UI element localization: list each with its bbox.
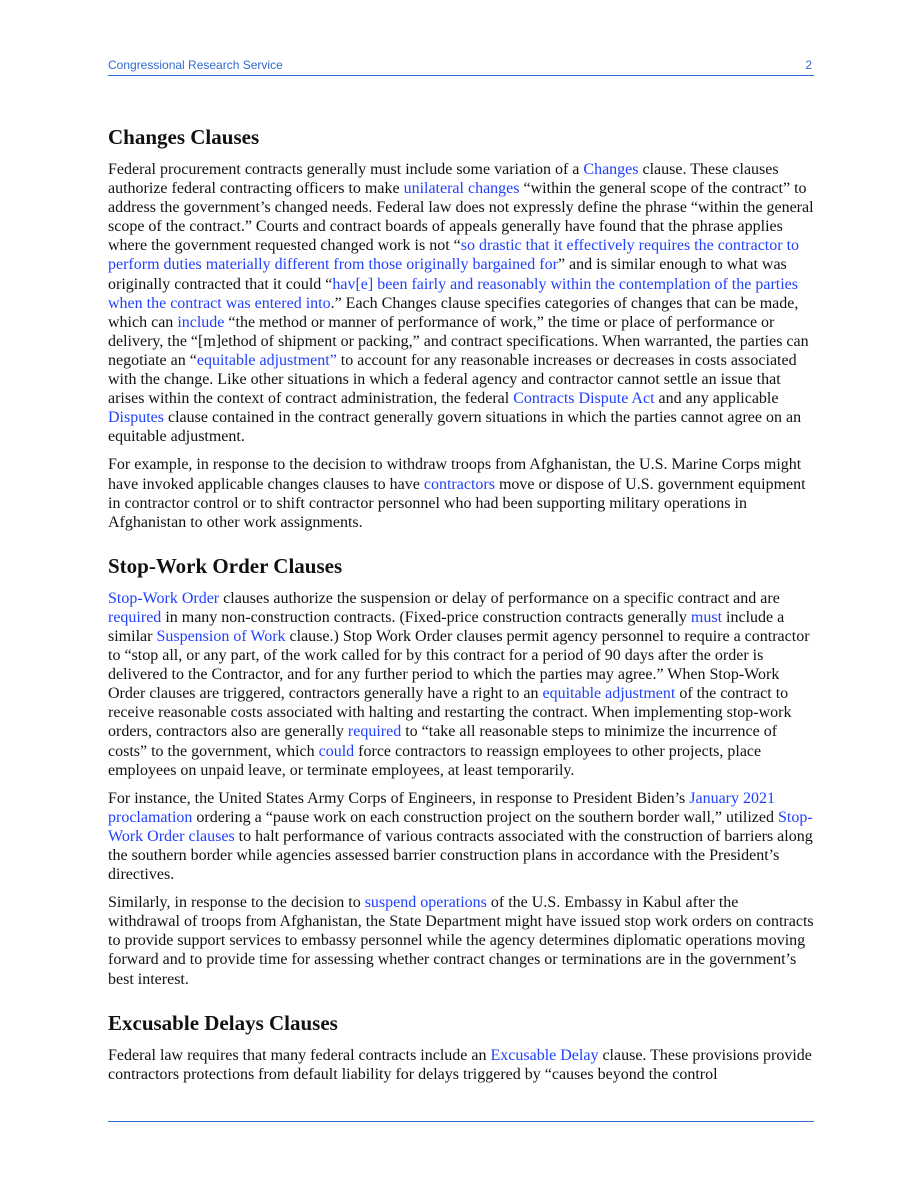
- text: of the U.S. Embassy in Kabul after the withdrawal of troops from Afghanistan, the State Department might have issued stop work orders on contracts to provide support services to embassy personnel while the agency determines diplomatic operations moving forward and to provide time for assessing whether contract changes or terminations are in the government’s best interest.: [108, 894, 814, 988]
- link-stop-work-order-clauses[interactable]: Stop-Work Order clauses: [108, 808, 813, 845]
- text: clause. These clauses authorize federal contracting officers to make: [108, 161, 779, 198]
- paragraph-excusable-delays-1: [108, 1046, 814, 1084]
- link-suspension-of-work[interactable]: Suspension of Work: [156, 627, 286, 645]
- text: force contractors to reassign employees to other projects, place employees on unpaid leave, or terminate employees, at least temporarily.: [108, 742, 762, 779]
- link-january-2021-proclamation[interactable]: January 2021 proclamation: [108, 789, 776, 826]
- link-required-2[interactable]: required: [347, 723, 402, 741]
- text: to “take all reasonable steps to minimize the incurrence of costs” to the government, which: [108, 723, 778, 760]
- text: clause.) Stop Work Order clauses permit agency personnel to require a contractor to “stop all, or any part, of the work called for by this contract for a period of 90 days after the order is delivered to the Contractor, and for any further period to which the parties may agree.” When Stop-Work Order clauses are triggered, contractors generally have a right to an: [108, 627, 810, 703]
- link-changes[interactable]: Changes: [583, 161, 639, 178]
- text: to halt performance of various contracts associated with the construction of barriers along the southern border while agencies assessed barrier construction plans in accordance with the President’s directives.: [108, 827, 813, 884]
- text: “within the general scope of the contract” to address the government’s changed needs. Federal law does not expressly define the phrase “within the general scope of the contract.” Courts and contract boards of appeals generally have found that the phrase applies where the government requested changed work is not “: [108, 180, 814, 255]
- link-equitable-adjustment[interactable]: equitable adjustment”: [196, 351, 337, 369]
- link-suspend-operations[interactable]: suspend operations: [364, 894, 487, 912]
- text: ” and is similar enough to what was originally contracted that it could “: [108, 256, 787, 293]
- text: to account for any reasonable increases or decreases in costs associated with the change. Like other situations in which a federal agency and contractor cannot settle an issue that arises within the context of contract administration, the federal: [108, 351, 797, 408]
- page-number: 2: [805, 58, 812, 72]
- page-header: [108, 58, 814, 76]
- link-so-drastic[interactable]: so drastic that it effectively requires the contractor to perform duties materially different from those originally bargained for: [108, 237, 800, 274]
- link-contracts-dispute-act[interactable]: Contracts Dispute Act: [513, 390, 655, 408]
- link-unilateral-changes[interactable]: unilateral changes: [403, 180, 520, 198]
- text: Similarly, in response to the decision to: [108, 894, 365, 912]
- text: clause contained in the contract generally govern situations in which the parties cannot agree on an equitable adjustment.: [108, 409, 802, 446]
- link-stop-work-order[interactable]: Stop-Work Order: [108, 589, 220, 607]
- link-could[interactable]: could: [318, 742, 355, 760]
- text: .” Each Changes clause specifies categories of changes that can be made, which can: [108, 294, 799, 331]
- header-org-name: Congressional Research Service: [108, 58, 283, 72]
- link-contractors[interactable]: contractors: [423, 475, 495, 493]
- link-equitable-adjustment-2[interactable]: equitable adjustment: [542, 685, 676, 703]
- paragraph-stop-work-2: [108, 789, 814, 884]
- text: ordering a “pause work on each construction project on the southern border wall,” utilized: [192, 808, 778, 826]
- link-required[interactable]: required: [108, 608, 162, 626]
- paragraph-stop-work-3: [108, 893, 814, 988]
- section-heading-changes-clauses: Changes Clauses: [108, 125, 260, 149]
- paragraph-changes-2: [108, 455, 814, 531]
- link-disputes[interactable]: Disputes: [108, 409, 164, 427]
- section-heading-stop-work: Stop-Work Order Clauses: [108, 553, 343, 578]
- text: and any applicable: [654, 390, 779, 408]
- text: Federal law requires that many federal contracts include an: [108, 1046, 491, 1064]
- section-heading-excusable-delays: Excusable Delays Clauses: [108, 1010, 338, 1035]
- paragraph-changes-1: [108, 160, 814, 446]
- footer-divider: [108, 1121, 814, 1122]
- link-excusable-delay[interactable]: Excusable Delay: [490, 1046, 599, 1064]
- text: For example, in response to the decision to withdraw troops from Afghanistan, the U.S. Marine Corps might have invoked applicable changes clauses to have: [108, 456, 802, 493]
- document-body: [108, 124, 814, 1093]
- text: of the contract to receive reasonable costs associated with halting and restarting the contract. When implementing stop-work orders, contractors also are generally: [108, 685, 792, 741]
- paragraph-stop-work-1: [108, 589, 814, 780]
- link-must[interactable]: must: [690, 608, 723, 626]
- text: clause. These provisions provide contractors protections from default liability for delays triggered by “causes beyond the control: [108, 1046, 812, 1083]
- text: in many non-construction contracts. (Fixed-price construction contracts generally: [161, 608, 691, 626]
- text: move or dispose of U.S. government equipment in contractor control or to shift contractor personnel who had been supporting military operations in Afghanistan to other work assignments.: [108, 475, 806, 531]
- text: For instance, the United States Army Corps of Engineers, in response to President Biden’s: [108, 789, 690, 807]
- text: “the method or manner of performance of work,” the time or place of performance or delivery, the “[m]ethod of shipment or packing,” and contract specifications. When warranted, the parties can negotiate an “: [108, 313, 809, 369]
- link-contemplation[interactable]: hav[e] been fairly and reasonably within the contemplation of the parties when the contract was entered into: [108, 275, 798, 312]
- text: include a similar: [108, 608, 785, 645]
- text: Federal procurement contracts generally must include some variation of a: [108, 161, 584, 178]
- text: clauses authorize the suspension or delay of performance on a specific contract and are: [219, 589, 780, 607]
- link-include[interactable]: include: [177, 313, 225, 331]
